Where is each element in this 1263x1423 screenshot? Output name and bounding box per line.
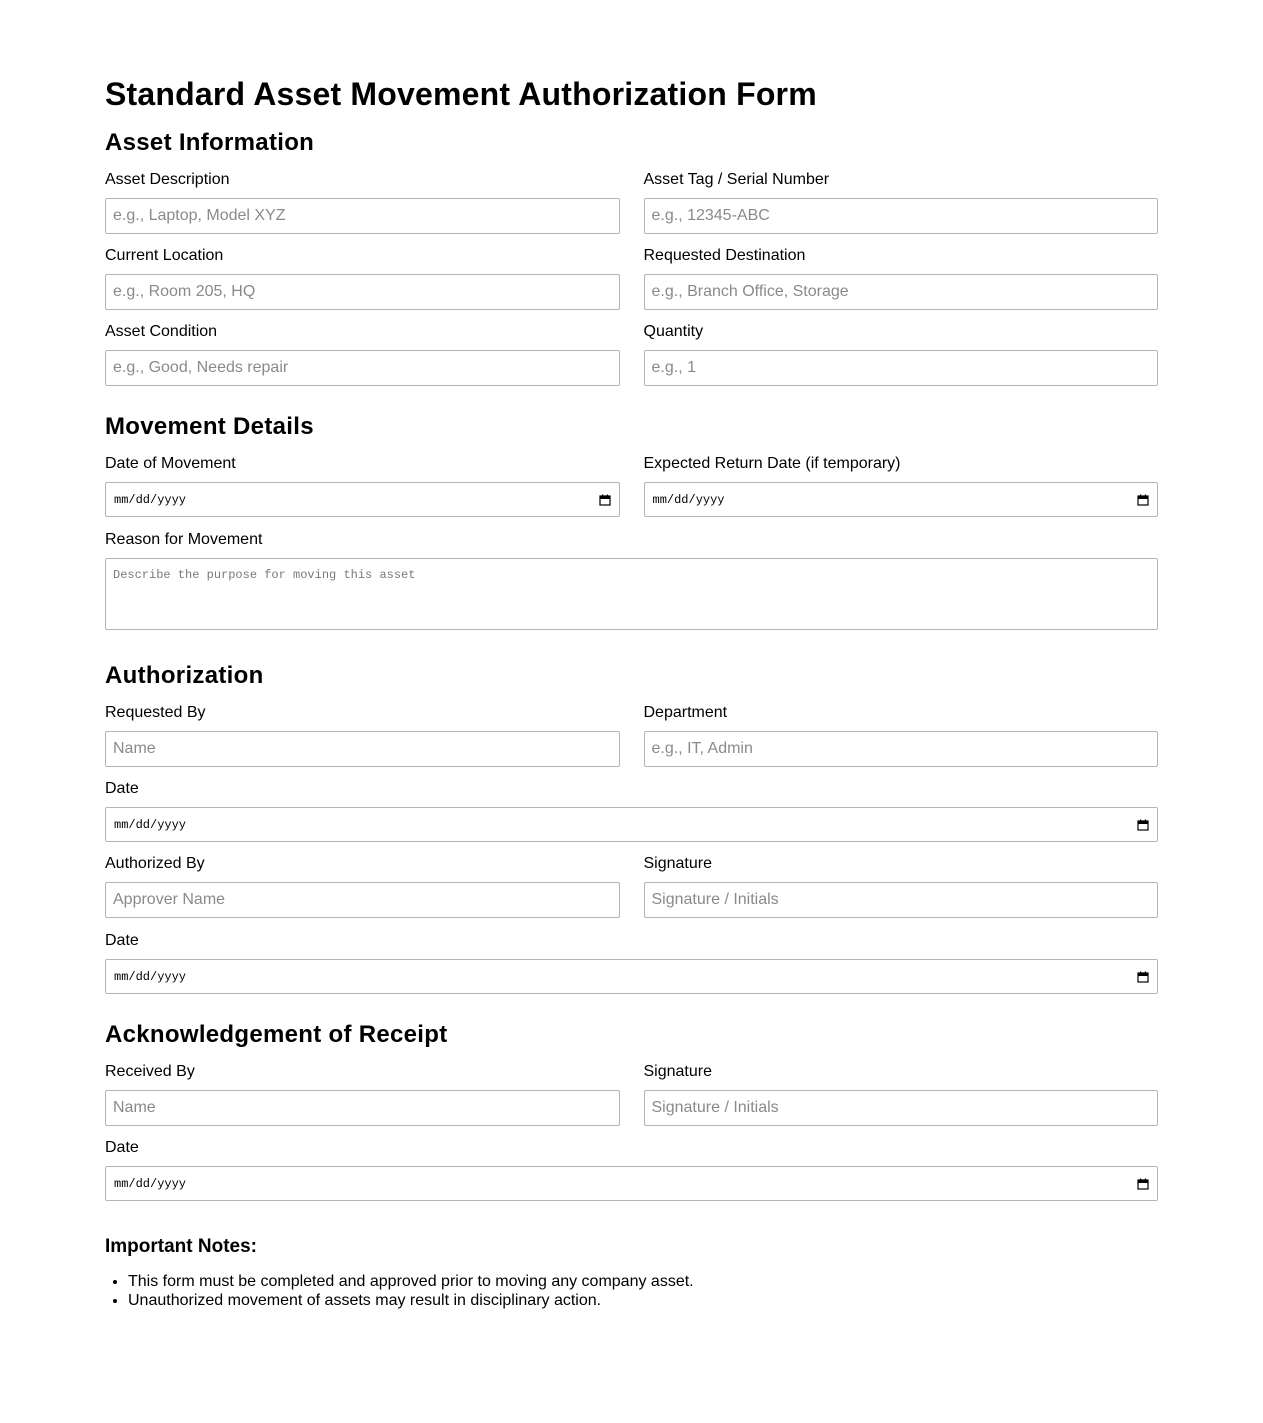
asset-condition-field [105, 322, 620, 386]
expected-return-date-input[interactable] [644, 482, 1159, 517]
date-of-movement-input[interactable] [105, 482, 620, 517]
reason-for-movement-field [105, 530, 1158, 635]
list-item: • This form must be completed and approved prior to moving any company asset. [128, 1272, 1158, 1291]
calendar-icon[interactable] [1137, 1178, 1149, 1190]
request-date-label: Date [105, 780, 139, 797]
asset-tag-input[interactable] [644, 198, 1159, 234]
requested-destination-label: Requested Destination [643, 247, 806, 264]
quantity-field [644, 322, 1159, 386]
receipt-date-input[interactable] [105, 1166, 1158, 1201]
date-of-movement-field [105, 454, 620, 517]
notes-list [105, 1272, 1158, 1310]
date-of-movement-value: mm/dd/yyyy [114, 492, 187, 507]
calendar-icon[interactable] [1137, 494, 1149, 506]
received-by-input[interactable] [105, 1090, 620, 1126]
expected-return-date-value: mm/dd/yyyy [652, 492, 725, 507]
expected-return-date-field [644, 454, 1159, 517]
authorized-by-label: Authorized By [105, 855, 205, 872]
quantity-label: Quantity [643, 323, 704, 340]
receipt-signature-label: Signature [643, 1063, 712, 1080]
authorization-date-value: mm/dd/yyyy [114, 969, 187, 984]
date-of-movement-label: Date of Movement [105, 455, 236, 472]
asset-condition-input[interactable] [105, 350, 620, 386]
receipt-date-value: mm/dd/yyyy [114, 1176, 187, 1191]
receipt-signature-field [644, 1062, 1159, 1126]
authorization-date-label: Date [105, 932, 139, 949]
notes-heading: Important Notes: [105, 1236, 257, 1257]
authorization-signature-label: Signature [643, 855, 712, 872]
requested-destination-input[interactable] [644, 274, 1159, 310]
section-heading-acknowledgement: Acknowledgement of Receipt [105, 1021, 448, 1048]
requested-by-label: Requested By [105, 704, 206, 721]
section-heading-authorization: Authorization [105, 662, 264, 689]
requested-by-input[interactable] [105, 731, 620, 767]
receipt-signature-input[interactable] [644, 1090, 1159, 1126]
received-by-field [105, 1062, 620, 1126]
requested-destination-field [644, 246, 1159, 310]
authorization-signature-input[interactable] [644, 882, 1159, 918]
reason-for-movement-label: Reason for Movement [105, 531, 263, 548]
section-heading-asset-information: Asset Information [105, 129, 315, 156]
calendar-icon[interactable] [1137, 819, 1149, 831]
receipt-date-field [105, 1138, 1158, 1201]
asset-tag-field [644, 170, 1159, 234]
current-location-label: Current Location [105, 247, 224, 264]
asset-description-field [105, 170, 620, 234]
request-date-field [105, 779, 1158, 842]
current-location-input[interactable] [105, 274, 620, 310]
quantity-input[interactable] [644, 350, 1159, 386]
calendar-icon[interactable] [599, 494, 611, 506]
authorized-by-field [105, 854, 620, 918]
asset-description-label: Asset Description [105, 171, 230, 188]
asset-condition-label: Asset Condition [105, 323, 218, 340]
current-location-field [105, 246, 620, 310]
authorization-date-field [105, 931, 1158, 994]
expected-return-date-label: Expected Return Date (if temporary) [643, 455, 901, 472]
department-field [644, 703, 1159, 767]
authorized-by-input[interactable] [105, 882, 620, 918]
reason-for-movement-textarea[interactable] [105, 558, 1158, 630]
calendar-icon[interactable] [1137, 971, 1149, 983]
asset-movement-form [105, 72, 1158, 1309]
request-date-value: mm/dd/yyyy [114, 817, 187, 832]
asset-tag-label: Asset Tag / Serial Number [643, 171, 830, 188]
asset-description-input[interactable] [105, 198, 620, 234]
form-title: Standard Asset Movement Authorization Form [105, 76, 817, 112]
list-item: • Unauthorized movement of assets may result in disciplinary action. [128, 1291, 1158, 1310]
received-by-label: Received By [105, 1063, 195, 1080]
authorization-date-input[interactable] [105, 959, 1158, 994]
department-input[interactable] [644, 731, 1159, 767]
requested-by-field [105, 703, 620, 767]
section-heading-movement-details: Movement Details [105, 413, 314, 440]
request-date-input[interactable] [105, 807, 1158, 842]
department-label: Department [643, 704, 728, 721]
authorization-signature-field [644, 854, 1159, 918]
receipt-date-label: Date [105, 1139, 139, 1156]
